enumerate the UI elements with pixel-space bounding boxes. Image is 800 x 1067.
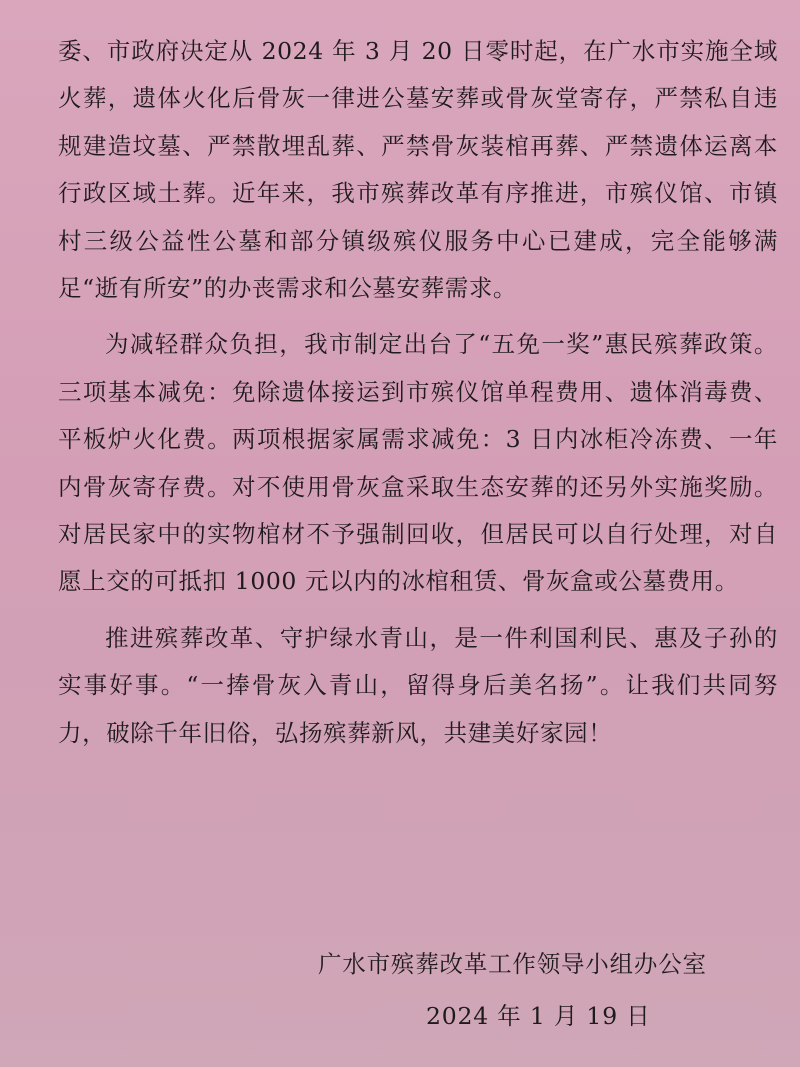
paragraph-fee-waivers: 为减轻群众负担，我市制定出台了“五免一奖”惠民殡葬政策。三项基本减免：免除遗体接运到市殡仪馆单程费用、遗体消毒费、平板炉火化费。两项根据家属需求减免：3 日内冰柜冷冻费、一年内骨灰寄存费。对不使用骨灰盒采取生态安葬的还另外实施奖励。对居民家中的实物棺材不予强制回收，但居民可以自行处理，对自愿上交的可抵扣 1000 元以内的冰棺租赁、骨灰盒或公墓费用。 [58, 330, 778, 596]
signature-block [318, 947, 758, 1033]
issue-date: 2024 年 1 月 19 日 [426, 1002, 651, 1030]
notice-body [58, 28, 778, 757]
paragraph-closing-appeal: 推进殡葬改革、守护绿水青山，是一件利国利民、惠及子孙的实事好事。“一捧骨灰入青山，留得身后美名扬”。让我们共同努力，破除千年旧俗，弘扬殡葬新风，共建美好家园！ [58, 623, 778, 747]
issuing-organization: 广水市殡葬改革工作领导小组办公室 [318, 950, 707, 978]
paragraph-cremation-policy: 委、市政府决定从 2024 年 3 月 20 日零时起，在广水市实施全域火葬，遗体火化后骨灰一律进公墓安葬或骨灰堂寄存，严禁私自违规建造坟墓、严禁散埋乱葬、严禁骨灰装棺再葬、严禁遗体运离本行政区域土葬。近年来，我市殡葬改革有序推进，市殡仪馆、市镇村三级公益性公墓和部分镇级殡仪服务中心已建成，完全能够满足“逝有所安”的办丧需求和公墓安葬需求。 [58, 37, 778, 303]
